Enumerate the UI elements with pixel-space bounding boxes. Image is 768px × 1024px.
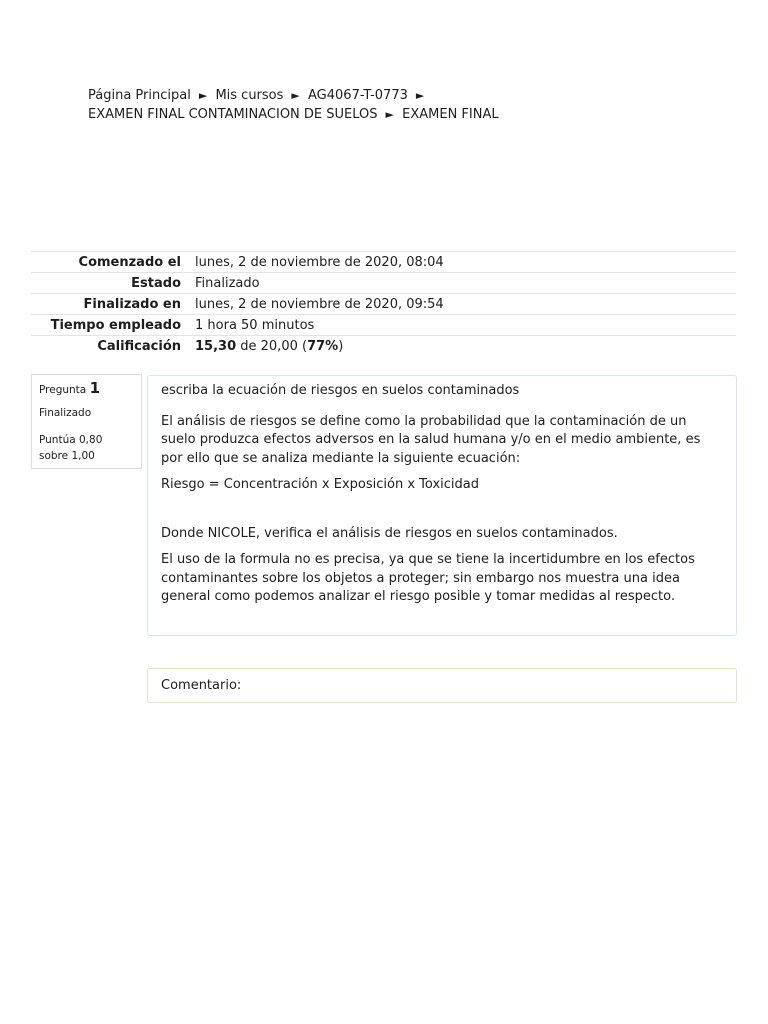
grade-percent: 77% bbox=[307, 338, 339, 354]
question-mark: Puntúa 0,80 sobre 1,00 bbox=[39, 434, 103, 462]
breadcrumb-my-courses-link[interactable]: Mis cursos bbox=[215, 88, 284, 103]
breadcrumb-separator-icon: ► bbox=[198, 89, 208, 102]
comment-label: Comentario: bbox=[161, 678, 242, 693]
attempt-summary-table bbox=[31, 251, 736, 356]
summary-row-started bbox=[31, 252, 736, 273]
grade-label: Calificación bbox=[31, 336, 195, 357]
question-state: Finalizado bbox=[39, 407, 92, 419]
question-label: Pregunta bbox=[39, 384, 87, 396]
breadcrumb-course-link[interactable]: AG4067-T-0773 bbox=[308, 88, 408, 103]
summary-row-state bbox=[31, 273, 736, 294]
completed-label: Finalizado en bbox=[31, 294, 195, 315]
state-value: Finalizado bbox=[195, 273, 736, 294]
breadcrumb bbox=[88, 86, 728, 124]
question-prompt: escriba la ecuación de riesgos en suelos contaminados bbox=[161, 383, 520, 398]
question-number-value: 1 bbox=[89, 379, 101, 397]
completed-value: lunes, 2 de noviembre de 2020, 09:54 bbox=[195, 294, 736, 315]
answer-paragraph: Donde NICOLE, verifica el análisis de riesgos en suelos contaminados. bbox=[161, 525, 618, 541]
breadcrumb-home-link[interactable]: Página Principal bbox=[88, 88, 191, 103]
answer-paragraph: El uso de la formula no es precisa, ya que se tiene la incertidumbre en los efectos contaminantes sobre los objetos a proteger; sin embargo nos muestra una idea general como podemos analizar el riesgo posible y tomar medidas al respecto. bbox=[161, 552, 695, 604]
time-taken-label: Tiempo empleado bbox=[31, 315, 195, 336]
breadcrumb-section-link[interactable]: EXAMEN FINAL CONTAMINACION DE SUELOS bbox=[88, 107, 378, 122]
breadcrumb-quiz-link[interactable]: EXAMEN FINAL bbox=[402, 107, 499, 122]
comment-box bbox=[147, 668, 737, 703]
breadcrumb-separator-icon: ► bbox=[385, 108, 394, 121]
summary-row-grade bbox=[31, 336, 736, 357]
started-value: lunes, 2 de noviembre de 2020, 08:04 bbox=[195, 252, 736, 273]
started-label: Comenzado el bbox=[31, 252, 195, 273]
answer-paragraph: El análisis de riesgos se define como la probabilidad que la contaminación de un suelo produzca efectos adversos en la salud humana y/o en el medio ambiente, es por ello que se analiza mediante la siguiente ecuación: bbox=[161, 413, 701, 466]
summary-row-time bbox=[31, 315, 736, 336]
grade-close: ) bbox=[338, 338, 344, 354]
question-number bbox=[39, 380, 134, 398]
grade-value bbox=[195, 336, 736, 357]
state-label: Estado bbox=[31, 273, 195, 294]
answer-paragraph: Riesgo = Concentración x Exposición x Toxicidad bbox=[161, 477, 479, 492]
time-taken-value: 1 hora 50 minutos bbox=[195, 315, 736, 336]
grade-of: de 20,00 ( bbox=[236, 338, 308, 354]
question-content-box bbox=[147, 375, 737, 636]
question-info-box bbox=[31, 374, 142, 469]
breadcrumb-separator-icon: ► bbox=[415, 89, 425, 102]
breadcrumb-separator-icon: ► bbox=[291, 89, 300, 102]
grade-score: 15,30 bbox=[195, 338, 237, 354]
summary-row-completed bbox=[31, 294, 736, 315]
